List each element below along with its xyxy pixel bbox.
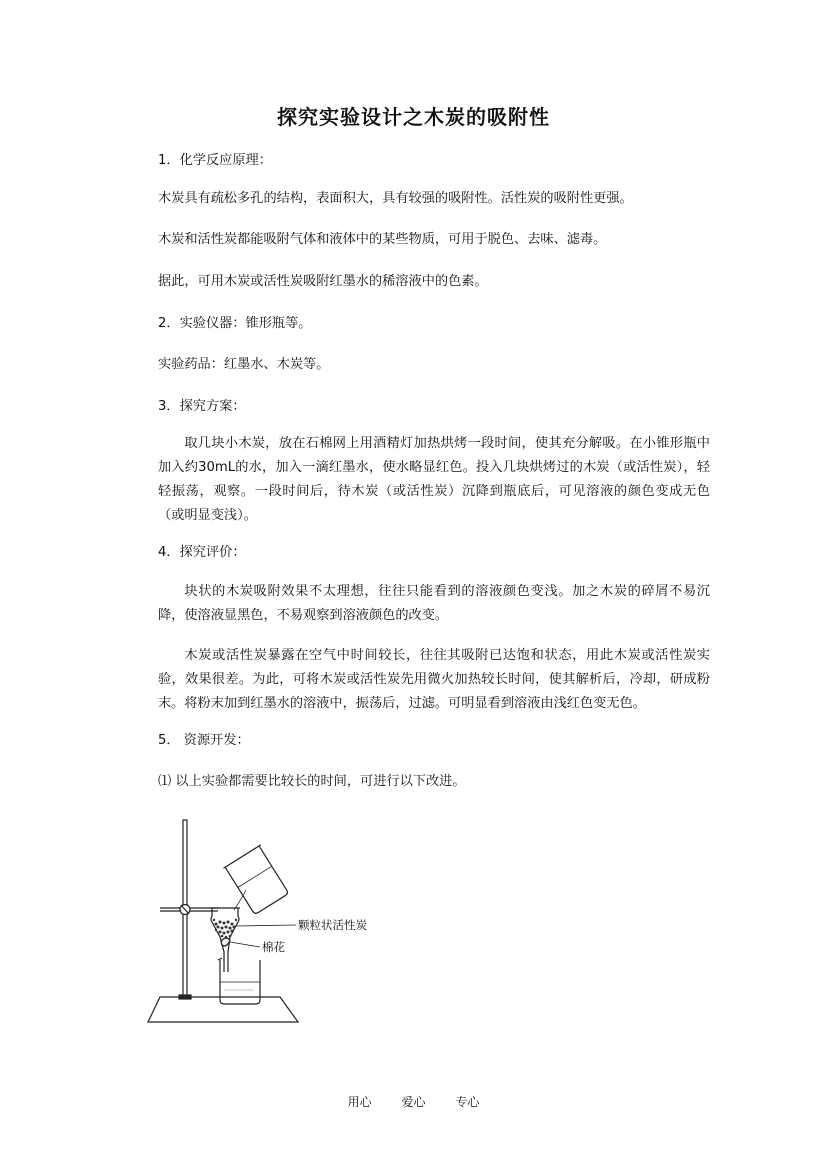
section-4-heading: 4．探究评价：	[158, 545, 246, 560]
section-2-text-1: 实验药品：红墨水、木炭等。	[158, 357, 330, 372]
section-3-heading: 3．探究方案：	[158, 399, 246, 414]
section-2-heading: 2．实验仪器：锥形瓶等。	[158, 316, 312, 331]
footer-item: 专心	[455, 1095, 480, 1109]
section-1-text-3: 据此，可用木炭或活性炭吸附红墨水的稀溶液中的色素。	[158, 274, 488, 289]
apparatus-figure	[150, 812, 367, 1027]
footer-item: 用心	[347, 1095, 372, 1109]
section-1-text-2: 木炭和活性炭都能吸附气体和液体中的某些物质，可用于脱色、去味、滤毒。	[158, 232, 607, 247]
section-1-text-1: 木炭具有疏松多孔的结构，表面积大，具有较强的吸附性。活性炭的吸附性更强。	[158, 191, 633, 206]
section-3-paragraph: 取几块小木炭，放在石棉网上用酒精灯加热烘烤一段时间，使其充分解吸。在小锥形瓶中加入约30mL的水，加入一滴红墨水，使水略显红色。投入几块烘烤过的木炭（或活性炭），轻轻振荡，观察。一段时间后，待木炭（或活性炭）沉降到瓶底后，可见溶液的颜色变成无色（或明显变浅）。	[158, 436, 710, 523]
footer-item: 爱心	[401, 1095, 426, 1109]
label-activated-carbon: 颗粒状活性炭	[298, 918, 367, 932]
carbon-granules	[213, 919, 237, 939]
section-1-heading: 1．化学反应原理：	[158, 153, 272, 168]
pouring-beaker	[223, 845, 290, 916]
page-footer	[0, 1093, 827, 1110]
section-5-text-1: ⑴ 以上实验都需要比较长的时间，可进行以下改进。	[158, 774, 466, 789]
label-cotton: 棉花	[262, 940, 285, 954]
section-4-paragraph-1: 块状的木炭吸附效果不太理想，往往只能看到的溶液颜色变浅。加之木炭的碎屑不易沉降，使溶液显黑色，不易观察到溶液颜色的改变。	[158, 584, 710, 623]
stand-base	[148, 997, 298, 1022]
section-4-paragraph-2: 木炭或活性炭暴露在空气中时间较长，往往其吸附已达饱和状态，用此木炭或活性炭实验，效果很差。为此，可将木炭或活性炭先用微火加热较长时间，使其解析后，冷却，研成粉末。将粉末加到红墨水的溶液中，振荡后，过滤。可明显看到溶液由浅红色变无色。	[158, 648, 710, 711]
section-5-heading: 5． 资源开发：	[158, 733, 250, 748]
page-title: 探究实验设计之木炭的吸附性	[277, 105, 550, 129]
